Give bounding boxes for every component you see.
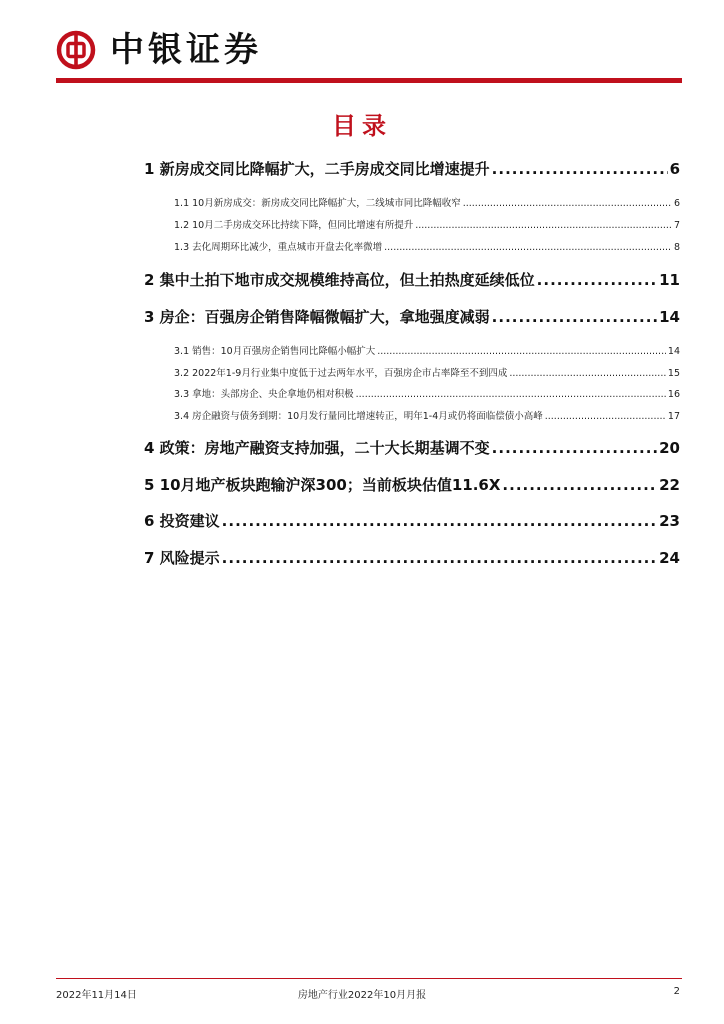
toc-leader-dots bbox=[492, 308, 657, 326]
toc-leader-dots bbox=[415, 220, 672, 231]
toc-entry-page: 16 bbox=[667, 389, 680, 400]
toc-leader-dots bbox=[463, 198, 672, 209]
toc-entry-page: 14 bbox=[667, 346, 680, 357]
footer-page-number: 2 bbox=[673, 986, 680, 997]
brand-name: 中银证券 bbox=[110, 30, 262, 70]
toc-entry[interactable] bbox=[144, 158, 680, 179]
toc-entry-title: 3.2 2022年1-9月行业集中度低于过去两年水平，百强房企市占率降至不到四成 bbox=[174, 368, 508, 379]
toc-entry[interactable] bbox=[144, 510, 680, 531]
toc-entry-page: 8 bbox=[673, 242, 680, 253]
toc-entry-title: 3.3 拿地：头部房企、央企拿地仍相对积极 bbox=[174, 389, 354, 400]
toc-entry-page: 24 bbox=[659, 549, 680, 567]
toc-entry[interactable] bbox=[174, 386, 680, 400]
toc-entry-title: 6 投资建议 bbox=[144, 512, 220, 530]
toc-leader-dots bbox=[545, 411, 666, 422]
page-header bbox=[56, 26, 262, 74]
toc-entry-title: 5 10月地产板块跑输沪深300；当前板块估值11.6X bbox=[144, 476, 501, 494]
toc-entry[interactable] bbox=[144, 437, 680, 458]
toc-entry[interactable] bbox=[144, 306, 680, 327]
toc-leader-dots bbox=[222, 512, 657, 530]
toc-entry-page: 20 bbox=[659, 439, 680, 457]
toc-entry-title: 1.2 10月二手房成交环比持续下降，但同比增速有所提升 bbox=[174, 220, 414, 231]
footer-date: 2022年11月14日 bbox=[56, 990, 137, 1001]
toc-entry[interactable] bbox=[174, 195, 680, 209]
footer-report-title: 房地产行业2022年10月月报 bbox=[297, 990, 427, 1001]
toc-entry[interactable] bbox=[174, 217, 680, 231]
toc-leader-dots bbox=[356, 389, 666, 400]
toc-entry-title: 2 集中土拍下地市成交规模维持高位，但土拍热度延续低位 bbox=[144, 271, 535, 289]
toc-entry-title: 3 房企：百强房企销售降幅微幅扩大，拿地强度减弱 bbox=[144, 308, 490, 326]
toc-entry-page: 23 bbox=[659, 512, 680, 530]
toc-entry[interactable] bbox=[174, 365, 680, 379]
toc-entry-page: 17 bbox=[667, 411, 680, 422]
toc-entry-title: 3.1 销售：10月百强房企销售同比降幅小幅扩大 bbox=[174, 346, 376, 357]
toc-entry-title: 3.4 房企融资与债务到期：10月发行量同比增速转正，明年1-4月或仍将面临偿债小高峰 bbox=[174, 411, 543, 422]
toc-entry-page: 7 bbox=[673, 220, 680, 231]
toc-leader-dots bbox=[384, 242, 672, 253]
toc-entry[interactable] bbox=[144, 547, 680, 568]
toc-entry-page: 14 bbox=[659, 308, 680, 326]
toc-entry-title: 4 政策：房地产融资支持加强，二十大长期基调不变 bbox=[144, 439, 490, 457]
toc-leader-dots bbox=[502, 476, 657, 494]
toc-entry-title: 1.3 去化周期环比减少，重点城市开盘去化率微增 bbox=[174, 242, 383, 253]
toc-entry-title: 1.1 10月新房成交：新房成交同比降幅扩大，二线城市同比降幅收窄 bbox=[174, 198, 461, 209]
toc-leader-dots bbox=[222, 549, 657, 567]
toc-leader-dots bbox=[377, 346, 666, 357]
toc-leader-dots bbox=[509, 368, 666, 379]
footer-divider bbox=[56, 978, 682, 979]
toc-leader-dots bbox=[492, 160, 668, 178]
toc-entry-page: 11 bbox=[659, 271, 680, 289]
toc-entry-title: 7 风险提示 bbox=[144, 549, 220, 567]
toc-leader-dots bbox=[537, 271, 657, 289]
toc-entry-page: 6 bbox=[673, 198, 680, 209]
bank-of-china-logo-icon bbox=[56, 30, 96, 70]
toc-entry-page: 6 bbox=[669, 160, 680, 178]
toc-entry[interactable] bbox=[174, 343, 680, 357]
toc-entry-page: 15 bbox=[667, 368, 680, 379]
page-title: 目录 bbox=[332, 112, 392, 140]
toc-entry[interactable] bbox=[144, 269, 680, 290]
toc-entry[interactable] bbox=[174, 239, 680, 253]
toc-entry-page: 22 bbox=[659, 476, 680, 494]
toc-entry-title: 1 新房成交同比降幅扩大，二手房成交同比增速提升 bbox=[144, 160, 490, 178]
toc-leader-dots bbox=[492, 439, 657, 457]
header-divider bbox=[56, 78, 682, 83]
toc-entry[interactable] bbox=[144, 474, 680, 495]
toc-entry[interactable] bbox=[174, 408, 680, 422]
